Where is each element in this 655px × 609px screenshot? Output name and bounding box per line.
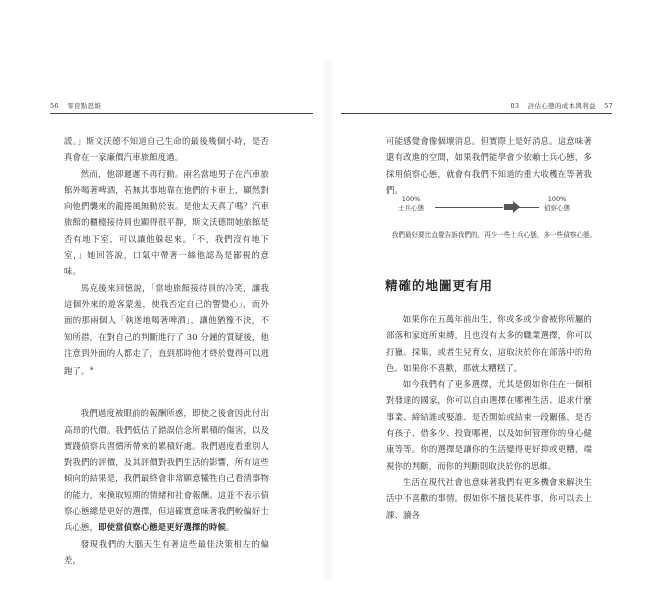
left-page-number: 56 xyxy=(50,102,59,110)
right-body-text-bottom xyxy=(386,311,592,523)
right-arrow-icon xyxy=(504,201,520,213)
paragraph: 如今我們有了更多選擇，尤其是假如你住在一個相對發達的國家，你可以自由選擇在哪裡生活、追求什麼事業、締結誰或娶誰、是否開始或結束一段關係、是否有孩子、借多少、投資哪裡，以及如何管理你的身心健康等等。你的選擇是讓你的生活變得更好抑或更糟，端視你的判斷，而你的判斷則取決於你的思維。 xyxy=(386,379,592,471)
diagram-caption: 我們最好要比直覺告訴我們的，再少一些士兵心態，多一些偵察心態。 xyxy=(391,231,597,239)
paragraph-text: 我們過度被眼前的報酬所惑，即使之後會因此付出高昂的代價。我們低估了錯誤信念所累積的傷害，以及實踐偵察兵習慣所帶來的累積好處。我們過度看重別人對我們的評價，及其評價對我們生活的影響，所有這些傾向的結果是，我們最終會非常願意犧牲自己看清事物的能力，來換取短期的情緒和社會報酬。這並不表示偵察心態總是更好的選擇，但這確實意味著我們較偏好士兵心態， xyxy=(64,408,269,533)
left-header-rule xyxy=(50,113,313,114)
right-page xyxy=(327,0,655,609)
scout-label: 偵察心態 xyxy=(544,204,570,212)
paragraph: 生活在現代社會也意味著我們有更多機會來解決生活中不喜歡的事情。假如你不擅長某件事，你可以去上課、讀各 xyxy=(386,476,592,520)
mindset-diagram xyxy=(379,195,609,245)
right-page-number: 57 xyxy=(604,102,613,110)
scout-mindset-label xyxy=(527,195,587,213)
footnote-mark: ※ xyxy=(89,366,94,373)
soldier-label: 士兵心態 xyxy=(398,204,424,212)
paragraph: 可能感覺會像個壞消息。但實際上是好消息。這意味著還有改進的空間，如果我們能學會少依賴士兵心態，多採用偵察心態，就會有我們不知道的重大收穫在等著我們。 xyxy=(386,136,592,195)
scout-percent: 100% xyxy=(547,195,567,203)
diagram-line-left xyxy=(435,207,503,208)
paragraph: 如果你在五萬年前出生，你或多或少會被你所屬的部落和家庭所束縛，且也沒有太多的職業選擇，你可以打獵、採集，或者生兒育女，這取決於你在部落中的角色。如果你不喜歡，那就太糟糕了。 xyxy=(386,314,592,373)
left-body-text xyxy=(64,133,269,568)
paragraph xyxy=(64,280,269,380)
paragraph: 發現我們的大腦天生有著這些最佳決策相左的偏差， xyxy=(64,538,269,565)
left-running-header xyxy=(50,101,107,110)
right-running-title: 評估心態的成本與利益 xyxy=(527,102,596,110)
right-header-rule xyxy=(341,113,612,114)
paragraph: 謊。」斯文沃德不知道自己生命的最後幾個小時，是否真會在一家廉價汽車旅館度過。 xyxy=(64,136,269,163)
left-running-title: 零盲點思維 xyxy=(67,102,102,110)
paragraph xyxy=(64,405,269,535)
section-heading: 精確的地圖更有用 xyxy=(385,278,494,293)
bold-emphasis: 即使當偵察心態是更好選擇的時候 xyxy=(98,522,226,533)
right-running-header xyxy=(511,101,614,110)
paragraph: 然而，他卻遲遲不再行動。兩名當地男子在汽車旅館外喝著啤酒，若無其事地靠在他們的卡車上，顯然對向他們襲來的龍捲風無動於衷。是他太天真了嗎？汽車旅館的櫃檯接待員也顯得很平靜，斯文沃德問她旅館是否有地下室，可以讓他躲起來。「不，我們沒有地下室，」她回答說，口氣中帶著一絲他認為是鄙視的意味。 xyxy=(64,168,269,277)
right-body-text-top xyxy=(386,133,592,198)
soldier-mindset-label xyxy=(381,195,441,213)
left-page xyxy=(0,0,327,609)
chapter-number: 03 xyxy=(510,102,520,110)
soldier-percent: 100% xyxy=(401,195,421,203)
paragraph-text: 馬克後來回憶說，「當地旅館接待員的冷笑，讓我這個外來的遊客蒙羞，使我否定自己的警覺心」，而外面的那兩個人「執迷地喝著啤酒」，讓他猶豫不決，不知所措，在對自己的判斷進行了 30 分鐘的質疑後，他注意到外面的人都走了，直到那時他才終於覺得可以逃跑了。 xyxy=(64,282,269,376)
paragraph-spacer xyxy=(64,379,269,405)
paragraph-text-end: 。 xyxy=(225,522,235,533)
